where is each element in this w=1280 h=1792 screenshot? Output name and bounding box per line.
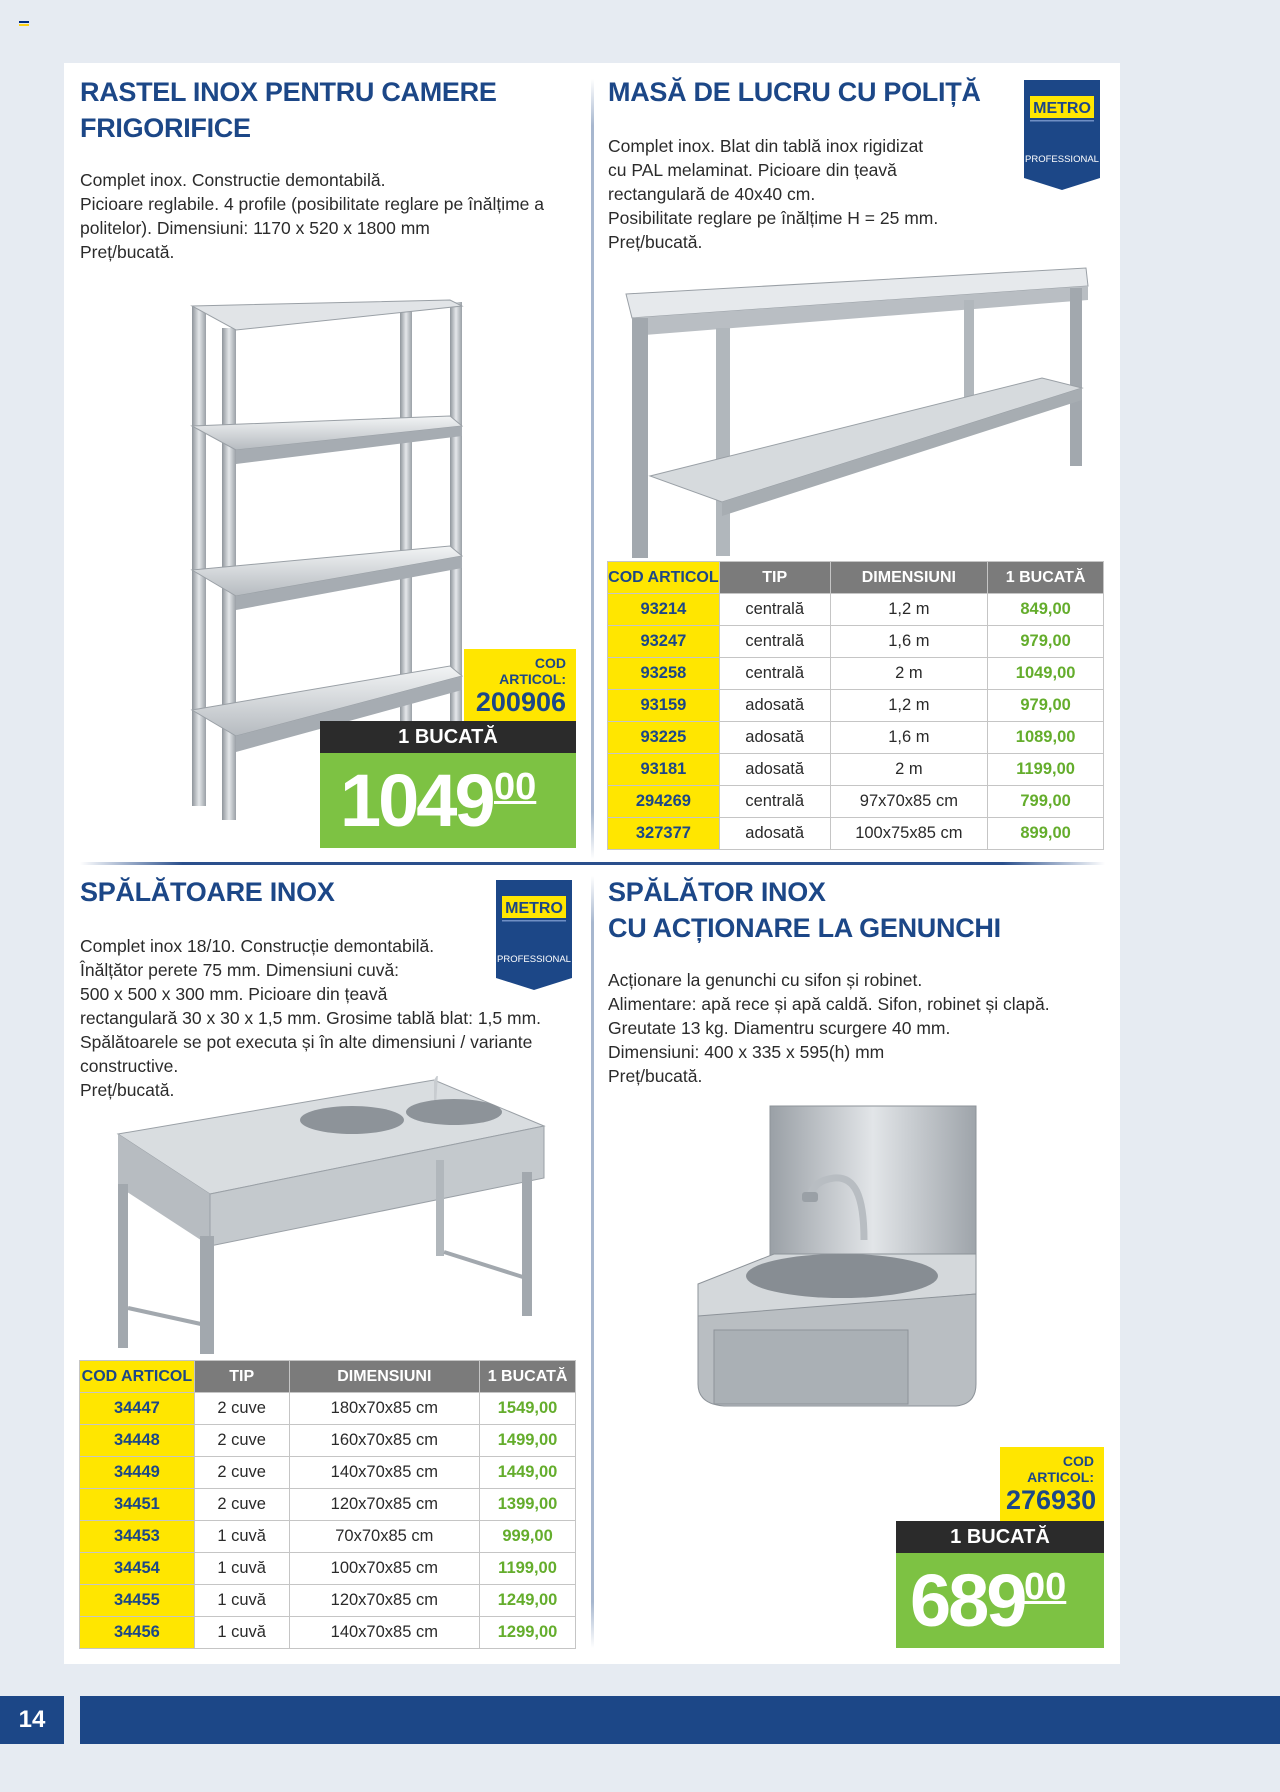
cell-type: adosată [719, 722, 830, 754]
cell-type: centrală [719, 594, 830, 626]
table-row [608, 754, 1104, 786]
product3-desc-line: Înălțător perete 75 mm. Dimensiuni cuvă: [80, 960, 400, 980]
product1-price-int: 1049 [340, 759, 493, 842]
cell-price: 899,00 [988, 818, 1104, 850]
double-sink-icon [112, 1076, 546, 1356]
product1-code-box [464, 649, 576, 723]
product4-price-int: 689 [910, 1559, 1025, 1642]
product4-desc-line: Alimentare: apă rece și apă caldă. Sifon, robinet și clapă. [608, 994, 1050, 1014]
metro-brand-text: METRO [1033, 100, 1091, 117]
product1-title-line: RASTEL INOX PENTRU CAMERE [80, 77, 497, 107]
cell-price: 979,00 [988, 690, 1104, 722]
metro-sub-text: PROFESSIONAL [497, 954, 571, 965]
cell-code: 93159 [608, 690, 720, 722]
product1-price-dec: 00 [494, 766, 537, 808]
footer-bar [80, 1696, 1280, 1744]
cell-code: 327377 [608, 818, 720, 850]
cell-code: 34447 [80, 1393, 195, 1425]
product1-desc-line: Preț/bucată. [80, 242, 175, 262]
product4-code: 276930 [1006, 1485, 1097, 1515]
cell-price: 1449,00 [480, 1457, 576, 1489]
table-row [608, 722, 1104, 754]
product4-desc-line: Acționare la genunchi cu sifon și robinet. [608, 970, 923, 990]
table-row [80, 1489, 576, 1521]
knee-operated-sink-icon [694, 1104, 980, 1408]
product1-qty: 1 BUCATĂ [320, 721, 576, 753]
cell-price: 799,00 [988, 786, 1104, 818]
product3-desc-line: 500 x 500 x 300 mm. Picioare din țeavă [80, 984, 388, 1004]
product4-title [608, 874, 1001, 946]
cell-price: 1089,00 [988, 722, 1104, 754]
cell-dimensions: 120x70x85 cm [289, 1489, 480, 1521]
cell-code: 93225 [608, 722, 720, 754]
col-header-code: COD ARTICOL [80, 1361, 195, 1393]
cell-code: 34451 [80, 1489, 195, 1521]
work-table-icon [622, 266, 1092, 558]
product2-description [608, 134, 938, 254]
table-row [608, 818, 1104, 850]
product3-desc-line: Complet inox 18/10. Construcție demontabilă. [80, 936, 435, 956]
metro-sub-text: PROFESSIONAL [1025, 154, 1099, 165]
cell-price: 1199,00 [480, 1553, 576, 1585]
cell-type: 1 cuvă [194, 1617, 289, 1649]
product1-description [80, 168, 544, 264]
cell-type: 1 cuvă [194, 1521, 289, 1553]
cell-price: 1049,00 [988, 658, 1104, 690]
product1-desc-line: politelor). Dimensiuni: 1170 x 520 x 1800 mm [80, 218, 430, 238]
cell-code: 93214 [608, 594, 720, 626]
cell-price: 1499,00 [480, 1425, 576, 1457]
cell-dimensions: 2 m [830, 754, 988, 786]
product4-qty: 1 BUCATĂ [896, 1521, 1104, 1553]
cell-dimensions: 140x70x85 cm [289, 1457, 480, 1489]
table-header-row [80, 1361, 576, 1393]
product2-title-line: MASĂ DE LUCRU CU POLIȚĂ [608, 77, 981, 107]
product3-desc-line: Preț/bucată. [80, 1080, 175, 1100]
product3-price-table [79, 1360, 576, 1649]
product2-desc-line: Preț/bucată. [608, 232, 703, 252]
cell-price: 849,00 [988, 594, 1104, 626]
product4-price [896, 1553, 1104, 1648]
product4-code-box [1000, 1447, 1104, 1521]
product3-title-line: SPĂLĂTOARE INOX [80, 877, 335, 907]
cell-code: 34453 [80, 1521, 195, 1553]
column-divider-bottom [591, 876, 594, 1648]
cell-type: centrală [719, 626, 830, 658]
cell-dimensions: 120x70x85 cm [289, 1585, 480, 1617]
table-row [608, 626, 1104, 658]
product4-description [608, 968, 1050, 1088]
product2-desc-line: Posibilitate reglare pe înălțime H = 25 mm. [608, 208, 939, 228]
cell-code: 93181 [608, 754, 720, 786]
cell-price: 979,00 [988, 626, 1104, 658]
product3-desc-line: Spălătoarele se pot executa și în alte dimensiuni / variante [80, 1032, 533, 1052]
col-header-code: COD ARTICOL [608, 562, 720, 594]
product4-desc-line: Preț/bucată. [608, 1066, 703, 1086]
metro-brand-text: METRO [505, 900, 563, 917]
product4-title-line: CU ACȚIONARE LA GENUNCHI [608, 913, 1001, 943]
cell-dimensions: 1,2 m [830, 594, 988, 626]
cell-code: 34456 [80, 1617, 195, 1649]
cell-price: 999,00 [480, 1521, 576, 1553]
cell-price: 1549,00 [480, 1393, 576, 1425]
table-row [80, 1553, 576, 1585]
row-divider [80, 862, 1105, 865]
col-header-price: 1 BUCATĂ [480, 1361, 576, 1393]
table-row [608, 786, 1104, 818]
cell-type: 2 cuve [194, 1489, 289, 1521]
cell-code: 34448 [80, 1425, 195, 1457]
product1-code: 200906 [475, 687, 566, 717]
cell-dimensions: 140x70x85 cm [289, 1617, 480, 1649]
col-header-type: TIP [194, 1361, 289, 1393]
cell-type: centrală [719, 786, 830, 818]
product3-desc-line: rectangulară 30 x 30 x 1,5 mm. Grosime tablă blat: 1,5 mm. [80, 1008, 542, 1028]
cell-dimensions: 160x70x85 cm [289, 1425, 480, 1457]
cell-price: 1249,00 [480, 1585, 576, 1617]
product4-desc-line: Greutate 13 kg. Diamentru scurgere 40 mm. [608, 1018, 951, 1038]
cell-dimensions: 1,2 m [830, 690, 988, 722]
product1-desc-line: Picioare reglabile. 4 profile (posibilitate reglare pe înălțime a [80, 194, 544, 214]
cell-dimensions: 100x75x85 cm [830, 818, 988, 850]
cell-dimensions: 1,6 m [830, 722, 988, 754]
col-header-dimensions: DIMENSIUNI [289, 1361, 480, 1393]
cell-code: 34455 [80, 1585, 195, 1617]
product2-desc-line: rectangulară de 40x40 cm. [608, 184, 816, 204]
product4-title-line: SPĂLĂTOR INOX [608, 877, 826, 907]
cell-dimensions: 1,6 m [830, 626, 988, 658]
flag-icon [19, 21, 29, 28]
product4-desc-line: Dimensiuni: 400 x 335 x 595(h) mm [608, 1042, 885, 1062]
product1-price [320, 753, 576, 848]
table-row [80, 1617, 576, 1649]
cell-dimensions: 97x70x85 cm [830, 786, 988, 818]
col-header-type: TIP [719, 562, 830, 594]
cell-code: 34449 [80, 1457, 195, 1489]
cell-type: 2 cuve [194, 1393, 289, 1425]
table-row [80, 1393, 576, 1425]
cell-price: 1299,00 [480, 1617, 576, 1649]
table-row [80, 1521, 576, 1553]
cell-type: adosată [719, 818, 830, 850]
table-header-row [608, 562, 1104, 594]
cell-code: 294269 [608, 786, 720, 818]
table-row [608, 594, 1104, 626]
product2-desc-line: cu PAL melaminat. Picioare din țeavă [608, 160, 897, 180]
product2-desc-line: Complet inox. Blat din tablă inox rigidizat [608, 136, 924, 156]
cell-type: 1 cuvă [194, 1553, 289, 1585]
cell-dimensions: 2 m [830, 658, 988, 690]
product2-title [608, 74, 981, 110]
cell-type: adosată [719, 754, 830, 786]
cell-dimensions: 100x70x85 cm [289, 1553, 480, 1585]
page-number: 14 [0, 1696, 64, 1744]
cell-code: 93247 [608, 626, 720, 658]
product3-desc-line: constructive. [80, 1056, 179, 1076]
product3-title [80, 874, 335, 910]
col-header-dimensions: DIMENSIUNI [830, 562, 988, 594]
product4-code-label: COD ARTICOL: [1027, 1453, 1094, 1485]
col-header-price: 1 BUCATĂ [988, 562, 1104, 594]
table-row [80, 1585, 576, 1617]
table-row [80, 1457, 576, 1489]
cell-dimensions: 180x70x85 cm [289, 1393, 480, 1425]
cell-price: 1199,00 [988, 754, 1104, 786]
cell-price: 1399,00 [480, 1489, 576, 1521]
cell-type: adosată [719, 690, 830, 722]
cell-type: 1 cuvă [194, 1585, 289, 1617]
cell-type: 2 cuve [194, 1425, 289, 1457]
product1-title [80, 74, 497, 146]
product1-desc-line: Complet inox. Constructie demontabilă. [80, 170, 386, 190]
table-row [80, 1425, 576, 1457]
cell-type: centrală [719, 658, 830, 690]
cell-type: 2 cuve [194, 1457, 289, 1489]
product4-price-dec: 00 [1024, 1566, 1067, 1608]
table-row [608, 658, 1104, 690]
product1-title-line: FRIGORIFICE [80, 113, 251, 143]
product2-price-table [607, 561, 1104, 850]
metro-professional-logo [1022, 78, 1102, 191]
cell-dimensions: 70x70x85 cm [289, 1521, 480, 1553]
cell-code: 93258 [608, 658, 720, 690]
column-divider-top [591, 79, 594, 859]
cell-code: 34454 [80, 1553, 195, 1585]
table-row [608, 690, 1104, 722]
product1-code-label: COD ARTICOL: [499, 655, 566, 687]
